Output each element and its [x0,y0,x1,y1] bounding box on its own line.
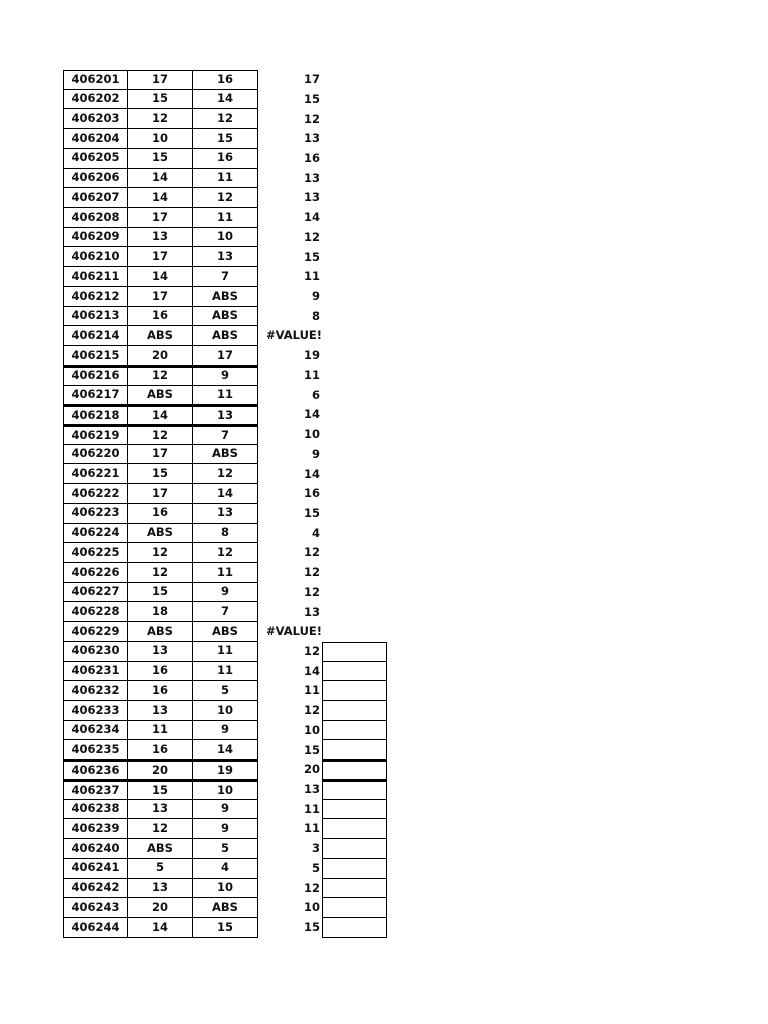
table-row [63,366,389,386]
table-row [63,602,389,622]
roll-number-cell[interactable]: 406213 [63,307,128,327]
score-b-cell[interactable]: 11 [193,386,258,406]
roll-number-cell[interactable]: 406201 [63,70,128,90]
total-cell[interactable]: 13 [303,131,320,146]
total-cell[interactable]: 12 [303,545,320,560]
empty-entry-cell[interactable] [322,740,387,760]
score-b-cell[interactable]: 14 [193,484,258,504]
roll-number-cell[interactable]: 406219 [63,425,128,445]
score-b-cell[interactable]: 15 [193,129,258,149]
total-cell[interactable]: 12 [303,565,320,580]
total-cell[interactable]: 15 [303,91,320,106]
score-b-cell[interactable]: ABS [193,622,258,642]
score-a-cell[interactable]: 11 [128,721,193,741]
score-b-cell[interactable]: 10 [193,228,258,248]
roll-number-cell[interactable]: 406231 [63,662,128,682]
table-row [63,188,389,208]
score-a-cell[interactable]: 14 [128,918,193,938]
score-a-cell[interactable]: 16 [128,504,193,524]
roll-number-cell[interactable]: 406244 [63,918,128,938]
table-row [63,386,389,406]
score-a-cell[interactable]: 10 [128,129,193,149]
score-b-cell[interactable]: 9 [193,721,258,741]
roll-number-cell[interactable]: 406240 [63,839,128,859]
table-row [63,898,389,918]
roll-number-cell[interactable]: 406225 [63,543,128,563]
table-row [63,228,389,248]
roll-number-cell[interactable]: 406207 [63,188,128,208]
score-a-cell[interactable]: 15 [128,780,193,800]
score-b-cell[interactable]: 19 [193,760,258,780]
table-row [63,425,389,445]
score-a-cell[interactable]: 12 [128,366,193,386]
score-b-cell[interactable]: 14 [193,90,258,110]
total-cell[interactable]: #VALUE! [266,328,323,343]
total-cell[interactable]: 11 [303,367,320,382]
table-row [63,149,389,169]
score-a-cell[interactable]: 20 [128,760,193,780]
roll-number-cell[interactable]: 406215 [63,346,128,366]
score-b-cell[interactable]: 11 [193,169,258,189]
total-cell[interactable]: 13 [303,170,320,185]
empty-entry-cell[interactable] [322,918,387,938]
roll-number-cell[interactable]: 406229 [63,622,128,642]
score-a-cell[interactable]: ABS [128,622,193,642]
score-b-cell[interactable]: 13 [193,247,258,267]
total-cell[interactable]: 3 [311,841,320,856]
score-a-cell[interactable]: ABS [128,326,193,346]
score-b-cell[interactable]: 8 [193,524,258,544]
roll-number-cell[interactable]: 406203 [63,109,128,129]
table-row [63,819,389,839]
roll-number-cell[interactable]: 406237 [63,780,128,800]
total-cell[interactable]: 12 [303,584,320,599]
score-a-cell[interactable]: 17 [128,70,193,90]
table-row [63,484,389,504]
roll-number-cell[interactable]: 406212 [63,287,128,307]
roll-number-cell[interactable]: 406230 [63,642,128,662]
table-row [63,307,389,327]
score-b-cell[interactable]: 11 [193,208,258,228]
table-row [63,346,389,366]
roll-number-cell[interactable]: 406234 [63,721,128,741]
score-a-cell[interactable]: 12 [128,819,193,839]
empty-entry-cell[interactable] [322,859,387,879]
roll-number-cell[interactable]: 406222 [63,484,128,504]
empty-entry-cell[interactable] [322,681,387,701]
total-cell[interactable]: 16 [303,486,320,501]
total-cell[interactable]: 20 [303,762,320,777]
score-a-cell[interactable]: 12 [128,563,193,583]
roll-number-cell[interactable]: 406243 [63,898,128,918]
roll-number-cell[interactable]: 406235 [63,740,128,760]
score-b-cell[interactable]: 5 [193,681,258,701]
total-cell[interactable]: #VALUE! [266,624,323,639]
total-cell[interactable]: 10 [303,722,320,737]
score-b-cell[interactable]: 4 [193,859,258,879]
total-cell[interactable]: 12 [303,880,320,895]
total-cell[interactable]: 6 [311,387,320,402]
table-row [63,326,389,346]
total-cell[interactable]: 5 [311,860,320,875]
roll-number-cell[interactable]: 406220 [63,445,128,465]
roll-number-cell[interactable]: 406223 [63,504,128,524]
total-cell[interactable]: 17 [303,72,320,87]
score-b-cell[interactable]: 12 [193,109,258,129]
table-row [63,701,389,721]
table-row [63,109,389,129]
score-b-cell[interactable]: 10 [193,701,258,721]
score-b-cell[interactable]: 9 [193,800,258,820]
score-b-cell[interactable]: 16 [193,70,258,90]
table-row [63,839,389,859]
score-b-cell[interactable]: 16 [193,149,258,169]
total-cell[interactable]: 13 [303,782,320,797]
total-cell[interactable]: 14 [303,663,320,678]
table-row [63,129,389,149]
score-a-cell[interactable]: 14 [128,188,193,208]
roll-number-cell[interactable]: 406204 [63,129,128,149]
score-b-cell[interactable]: 12 [193,188,258,208]
table-row [63,563,389,583]
roll-number-cell[interactable]: 406216 [63,366,128,386]
total-cell[interactable]: 9 [311,446,320,461]
score-a-cell[interactable]: 17 [128,287,193,307]
roll-number-cell[interactable]: 406239 [63,819,128,839]
total-cell[interactable]: 11 [303,801,320,816]
score-a-cell[interactable]: 15 [128,90,193,110]
total-cell[interactable]: 14 [303,407,320,422]
total-cell[interactable]: 15 [303,249,320,264]
roll-number-cell[interactable]: 406242 [63,879,128,899]
table-row [63,524,389,544]
table-row [63,642,389,662]
roll-number-cell[interactable]: 406227 [63,583,128,603]
roll-number-cell[interactable]: 406209 [63,228,128,248]
score-a-cell[interactable]: 14 [128,267,193,287]
score-a-cell[interactable]: 16 [128,681,193,701]
roll-number-cell[interactable]: 406228 [63,602,128,622]
score-a-cell[interactable]: 16 [128,662,193,682]
score-a-cell[interactable]: 14 [128,169,193,189]
roll-number-cell[interactable]: 406208 [63,208,128,228]
roll-number-cell[interactable]: 406205 [63,149,128,169]
score-b-cell[interactable]: 17 [193,346,258,366]
score-a-cell[interactable]: 20 [128,346,193,366]
table-row [63,543,389,563]
score-b-cell[interactable]: 9 [193,819,258,839]
score-b-cell[interactable]: ABS [193,287,258,307]
table-row [63,859,389,879]
table-row [63,90,389,110]
total-cell[interactable]: 13 [303,604,320,619]
score-b-cell[interactable]: 12 [193,464,258,484]
table-row [63,800,389,820]
score-b-cell[interactable]: ABS [193,445,258,465]
total-cell[interactable]: 12 [303,111,320,126]
score-b-cell[interactable]: 10 [193,879,258,899]
total-cell[interactable]: 10 [303,427,320,442]
roll-number-cell[interactable]: 406211 [63,267,128,287]
total-cell[interactable]: 15 [303,742,320,757]
total-cell[interactable]: 16 [303,150,320,165]
roll-number-cell[interactable]: 406214 [63,326,128,346]
total-cell[interactable]: 14 [303,466,320,481]
score-a-cell[interactable]: 13 [128,800,193,820]
score-a-cell[interactable]: 12 [128,543,193,563]
score-a-cell[interactable]: 20 [128,898,193,918]
score-b-cell[interactable]: 7 [193,267,258,287]
score-b-cell[interactable]: 13 [193,504,258,524]
score-b-cell[interactable]: 11 [193,642,258,662]
score-a-cell[interactable]: 15 [128,464,193,484]
total-cell[interactable]: 10 [303,900,320,915]
score-b-cell[interactable]: 12 [193,543,258,563]
score-a-cell[interactable]: 12 [128,109,193,129]
roll-number-cell[interactable]: 406232 [63,681,128,701]
roll-number-cell[interactable]: 406238 [63,800,128,820]
score-a-cell[interactable]: 18 [128,602,193,622]
total-cell[interactable]: 12 [303,229,320,244]
roll-number-cell[interactable]: 406233 [63,701,128,721]
score-b-cell[interactable]: 14 [193,740,258,760]
total-cell[interactable]: 14 [303,210,320,225]
table-row [63,879,389,899]
table-row [63,504,389,524]
roll-number-cell[interactable]: 406218 [63,405,128,425]
score-a-cell[interactable]: 17 [128,247,193,267]
table-row [63,721,389,741]
total-cell[interactable]: 19 [303,348,320,363]
score-a-cell[interactable]: ABS [128,839,193,859]
empty-entry-cell[interactable] [322,760,387,780]
table-row [63,662,389,682]
table-row [63,760,389,780]
table-row [63,740,389,760]
total-cell[interactable]: 12 [303,643,320,658]
table-row [63,169,389,189]
roll-number-cell[interactable]: 406224 [63,524,128,544]
table-row [63,70,389,90]
table-row [63,287,389,307]
empty-entry-cell[interactable] [322,879,387,899]
score-a-cell[interactable]: 16 [128,740,193,760]
score-b-cell[interactable]: 7 [193,425,258,445]
table-row [63,583,389,603]
total-cell[interactable]: 13 [303,190,320,205]
total-cell[interactable]: 11 [303,269,320,284]
score-a-cell[interactable]: 17 [128,208,193,228]
empty-entry-cell[interactable] [322,780,387,800]
table-row [63,208,389,228]
roll-number-cell[interactable]: 406202 [63,90,128,110]
score-a-cell[interactable]: 16 [128,307,193,327]
total-cell[interactable]: 4 [311,525,320,540]
table-row [63,445,389,465]
roll-number-cell[interactable]: 406221 [63,464,128,484]
score-b-cell[interactable]: 15 [193,918,258,938]
roll-number-cell[interactable]: 406217 [63,386,128,406]
score-a-cell[interactable]: 13 [128,879,193,899]
empty-entry-cell[interactable] [322,819,387,839]
score-b-cell[interactable]: ABS [193,326,258,346]
score-a-cell[interactable]: 13 [128,642,193,662]
empty-entry-cell[interactable] [322,701,387,721]
table-row [63,918,389,938]
total-cell[interactable]: 8 [311,308,320,323]
score-a-cell[interactable]: ABS [128,524,193,544]
score-b-cell[interactable]: 13 [193,405,258,425]
total-cell[interactable]: 9 [311,289,320,304]
score-b-cell[interactable]: 10 [193,780,258,800]
total-cell[interactable]: 11 [303,683,320,698]
table-row [63,681,389,701]
table-row [63,247,389,267]
score-b-cell[interactable]: 5 [193,839,258,859]
roll-number-cell[interactable]: 406206 [63,169,128,189]
total-cell[interactable]: 11 [303,821,320,836]
empty-entry-cell[interactable] [322,662,387,682]
table-row [63,405,389,425]
score-a-cell[interactable]: 13 [128,228,193,248]
score-b-cell[interactable]: 7 [193,602,258,622]
score-a-cell[interactable]: 17 [128,445,193,465]
score-b-cell[interactable]: ABS [193,307,258,327]
score-a-cell[interactable]: 5 [128,859,193,879]
table-row [63,780,389,800]
score-a-cell[interactable]: 13 [128,701,193,721]
score-b-cell[interactable]: 9 [193,366,258,386]
empty-entry-cell[interactable] [322,898,387,918]
score-b-cell[interactable]: 11 [193,662,258,682]
table-row [63,464,389,484]
score-a-cell[interactable]: 15 [128,149,193,169]
score-a-cell[interactable]: 14 [128,405,193,425]
score-a-cell[interactable]: ABS [128,386,193,406]
empty-entry-cell[interactable] [322,800,387,820]
empty-entry-cell[interactable] [322,839,387,859]
total-cell[interactable]: 12 [303,703,320,718]
score-b-cell[interactable]: 9 [193,583,258,603]
empty-entry-cell[interactable] [322,642,387,662]
empty-entry-cell[interactable] [322,721,387,741]
score-a-cell[interactable]: 12 [128,425,193,445]
total-cell[interactable]: 15 [303,920,320,935]
roll-number-cell[interactable]: 406226 [63,563,128,583]
score-a-cell[interactable]: 15 [128,583,193,603]
total-cell[interactable]: 15 [303,505,320,520]
score-a-cell[interactable]: 17 [128,484,193,504]
score-b-cell[interactable]: ABS [193,898,258,918]
table-row [63,622,389,642]
roll-number-cell[interactable]: 406236 [63,760,128,780]
table-row [63,267,389,287]
roll-number-cell[interactable]: 406241 [63,859,128,879]
score-b-cell[interactable]: 11 [193,563,258,583]
roll-number-cell[interactable]: 406210 [63,247,128,267]
